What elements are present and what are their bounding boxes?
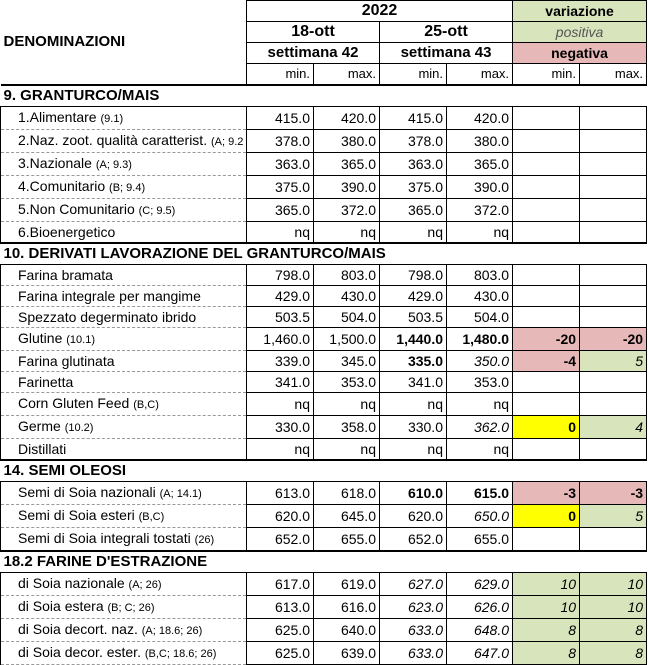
row-label: Semi di Soia integrali tostati (18, 530, 191, 546)
price-cell: 330.0 (380, 416, 447, 439)
price-cell: 798.0 (380, 265, 447, 286)
row-label: Farinetta (18, 374, 74, 390)
price-cell: 504.0 (314, 307, 380, 328)
variation-cell: 10 (513, 596, 580, 619)
table-row (1, 199, 647, 222)
row-reference: (9.1) (100, 113, 124, 125)
price-cell: nq (380, 439, 447, 461)
price-cell: 375.0 (380, 176, 447, 199)
row-label-cell (1, 528, 247, 552)
variation-cell: 8 (513, 619, 580, 642)
table-row (1, 107, 647, 130)
price-cell: 619.0 (314, 573, 380, 596)
row-label: Corn Gluten Feed (18, 395, 130, 411)
variation-cell (580, 176, 647, 199)
row-label: di Soia nazionale (18, 575, 125, 591)
table-row (1, 328, 647, 351)
price-cell: 633.0 (380, 642, 447, 665)
row-label-cell (1, 619, 247, 642)
col1-week: settimana 42 (247, 43, 380, 64)
section-title: 14. SEMI OLEOSI (1, 460, 647, 482)
price-cell: 330.0 (247, 416, 314, 439)
price-cell: nq (314, 439, 380, 461)
price-cell: 613.0 (247, 596, 314, 619)
variation-cell (513, 265, 580, 286)
row-reference: (A; 26) (128, 579, 162, 591)
col1-date: 18-ott (247, 22, 380, 43)
variation-cell (580, 439, 647, 461)
variation-cell (513, 222, 580, 244)
price-cell: 613.0 (247, 482, 314, 505)
max-header: max. (580, 64, 647, 86)
variation-cell (580, 199, 647, 222)
price-cell: 610.0 (380, 482, 447, 505)
row-label: 3.Nazionale (18, 155, 92, 171)
price-cell: 350.0 (447, 351, 513, 372)
row-reference: (B,C) (138, 511, 165, 523)
price-cell: 365.0 (314, 153, 380, 176)
variation-cell (513, 199, 580, 222)
max-header: max. (447, 64, 513, 86)
price-cell: 629.0 (447, 573, 513, 596)
row-reference: (26) (194, 534, 215, 546)
row-label-cell (1, 176, 247, 199)
row-label-cell (1, 328, 247, 351)
price-cell: 375.0 (247, 176, 314, 199)
price-cell: 620.0 (380, 505, 447, 528)
row-label: Spezzato degerminato ibrido (18, 309, 197, 325)
row-label-cell (1, 265, 247, 286)
table-row (1, 153, 647, 176)
row-label: di Soia estera (18, 598, 104, 614)
row-label-cell (1, 307, 247, 328)
price-cell: 345.0 (314, 351, 380, 372)
price-cell: 803.0 (314, 265, 380, 286)
row-label-cell (1, 130, 247, 153)
price-cell: 365.0 (447, 153, 513, 176)
row-reference: (A; 9.3) (95, 159, 132, 171)
row-label: 4.Comunitario (18, 178, 106, 194)
variation-cell (513, 176, 580, 199)
variation-cell (580, 130, 647, 153)
col2-date: 25-ott (380, 22, 513, 43)
variation-cell (513, 286, 580, 307)
table-row (1, 416, 647, 439)
price-cell: nq (247, 393, 314, 416)
variation-cell (580, 393, 647, 416)
price-cell: 647.0 (447, 642, 513, 665)
price-cell: 633.0 (380, 619, 447, 642)
row-label: Germe (18, 418, 61, 434)
row-reference: (C; 9.5) (138, 205, 176, 217)
table-row (1, 596, 647, 619)
variation-cell: 10 (580, 573, 647, 596)
price-cell: 380.0 (314, 130, 380, 153)
price-cell: 645.0 (314, 505, 380, 528)
table-row (1, 482, 647, 505)
row-reference: (A; 9.2 (210, 136, 244, 148)
variation-cell: -4 (513, 351, 580, 372)
table-row (1, 528, 647, 552)
row-reference: (A; 18.6; 26) (141, 625, 203, 637)
price-cell: 430.0 (447, 286, 513, 307)
row-label-cell (1, 505, 247, 528)
row-reference: (B,C) (133, 399, 159, 411)
variation-cell (580, 265, 647, 286)
table-row (1, 505, 647, 528)
price-cell: nq (314, 222, 380, 244)
row-label-cell (1, 642, 247, 665)
row-label-cell (1, 393, 247, 416)
price-cell: 339.0 (247, 351, 314, 372)
price-cell: nq (247, 222, 314, 244)
table-row (1, 351, 647, 372)
year-header: 2022 (247, 1, 513, 22)
price-cell: 639.0 (314, 642, 380, 665)
price-cell: 363.0 (247, 153, 314, 176)
price-cell: 372.0 (447, 199, 513, 222)
price-cell: 415.0 (247, 107, 314, 130)
price-cell: 625.0 (247, 642, 314, 665)
variation-cell: 8 (580, 642, 647, 665)
variation-cell: 8 (580, 619, 647, 642)
price-cell: nq (380, 393, 447, 416)
price-cell: 627.0 (380, 573, 447, 596)
price-cell: 372.0 (314, 199, 380, 222)
variation-cell: 10 (513, 573, 580, 596)
price-cell: 341.0 (247, 372, 314, 393)
row-label: di Soia decor. ester. (18, 644, 141, 660)
row-label: Semi di Soia nazionali (18, 484, 156, 500)
price-cell: 362.0 (447, 416, 513, 439)
row-label: 2.Naz. zoot. qualità caratterist. (18, 132, 208, 148)
row-label-cell (1, 107, 247, 130)
price-cell: 798.0 (247, 265, 314, 286)
price-cell: 420.0 (447, 107, 513, 130)
table-row (1, 222, 647, 244)
table-row (1, 130, 647, 153)
variation-cell (513, 372, 580, 393)
price-cell: 617.0 (247, 573, 314, 596)
variation-cell: -3 (580, 482, 647, 505)
table-row (1, 393, 647, 416)
price-cell: 803.0 (447, 265, 513, 286)
price-cell: 655.0 (447, 528, 513, 552)
price-cell: nq (447, 439, 513, 461)
row-label-cell (1, 573, 247, 596)
price-cell: 640.0 (314, 619, 380, 642)
price-cell: 353.0 (314, 372, 380, 393)
row-label: Glutine (18, 330, 63, 346)
price-cell: 390.0 (447, 176, 513, 199)
variation-cell: 4 (580, 416, 647, 439)
section-title: 9. GRANTURCO/MAIS (1, 85, 647, 107)
section-title: 18.2 FARINE D'ESTRAZIONE (1, 551, 647, 573)
row-label-cell (1, 222, 247, 244)
price-cell: 503.5 (247, 307, 314, 328)
variation-cell: 0 (513, 505, 580, 528)
table-row (1, 619, 647, 642)
table-row (1, 307, 647, 328)
price-cell: nq (247, 439, 314, 461)
row-label: 5.Non Comunitario (18, 201, 135, 217)
variation-cell: -20 (580, 328, 647, 351)
variation-cell: 10 (580, 596, 647, 619)
row-reference: (B; C; 26) (107, 602, 155, 614)
variation-cell (580, 307, 647, 328)
col2-week: settimana 43 (380, 43, 513, 64)
table-row (1, 439, 647, 461)
denominazioni-header: DENOMINAZIONI (1, 1, 247, 86)
row-label-cell (1, 596, 247, 619)
row-label-cell (1, 439, 247, 461)
row-label-cell (1, 482, 247, 505)
row-label: Farina integrale per mangime (18, 288, 201, 304)
table-body (1, 85, 647, 665)
price-cell: 429.0 (247, 286, 314, 307)
variation-cell (513, 528, 580, 552)
price-cell: 429.0 (380, 286, 447, 307)
price-cell: 378.0 (380, 130, 447, 153)
row-label: Farina bramata (18, 267, 113, 283)
price-cell: 625.0 (247, 619, 314, 642)
variation-cell (513, 107, 580, 130)
row-reference: (B,C; 18.6; 26) (144, 648, 217, 660)
price-cell: 365.0 (247, 199, 314, 222)
table-row (1, 176, 647, 199)
variation-cell: -20 (513, 328, 580, 351)
row-label-cell (1, 199, 247, 222)
price-cell: 363.0 (380, 153, 447, 176)
price-cell: 620.0 (247, 505, 314, 528)
table-row (1, 372, 647, 393)
price-cell: 353.0 (447, 372, 513, 393)
row-label: 6.Bioenergetico (18, 224, 116, 240)
negativa-label: negativa (513, 43, 647, 64)
price-cell: 655.0 (314, 528, 380, 552)
price-cell: 615.0 (447, 482, 513, 505)
price-cell: 430.0 (314, 286, 380, 307)
variation-cell (513, 307, 580, 328)
price-cell: 358.0 (314, 416, 380, 439)
table-row (1, 642, 647, 665)
table-row (1, 286, 647, 307)
min-header: min. (513, 64, 580, 86)
price-cell: 390.0 (314, 176, 380, 199)
price-cell: 378.0 (247, 130, 314, 153)
variation-cell (580, 286, 647, 307)
price-cell: 1,460.0 (247, 328, 314, 351)
row-label-cell (1, 372, 247, 393)
variation-cell (513, 393, 580, 416)
row-label: di Soia decort. naz. (18, 621, 138, 637)
table-row (1, 573, 647, 596)
row-label-cell (1, 286, 247, 307)
row-label: Farina glutinata (18, 353, 115, 369)
price-cell: nq (380, 222, 447, 244)
variation-cell (580, 372, 647, 393)
row-label: Distillati (18, 441, 67, 457)
row-reference: (10.2) (64, 422, 94, 434)
max-header: max. (314, 64, 380, 86)
row-reference: (10.1) (66, 334, 95, 346)
variation-cell: 8 (513, 642, 580, 665)
positiva-label: positiva (513, 22, 647, 43)
variation-cell (580, 153, 647, 176)
variation-cell (513, 439, 580, 461)
row-label: 1.Alimentare (18, 109, 97, 125)
price-cell: 626.0 (447, 596, 513, 619)
price-cell: nq (447, 222, 513, 244)
price-cell: nq (314, 393, 380, 416)
variation-cell: 0 (513, 416, 580, 439)
row-label-cell (1, 153, 247, 176)
price-cell: 650.0 (447, 505, 513, 528)
variation-cell (513, 153, 580, 176)
min-header: min. (380, 64, 447, 86)
variation-cell: 5 (580, 505, 647, 528)
price-cell: 420.0 (314, 107, 380, 130)
table-row (1, 265, 647, 286)
price-cell: 623.0 (380, 596, 447, 619)
variation-cell: 5 (580, 351, 647, 372)
price-cell: 335.0 (380, 351, 447, 372)
variation-cell (580, 107, 647, 130)
variation-cell: -3 (513, 482, 580, 505)
row-label: Semi di Soia esteri (18, 507, 135, 523)
price-cell: 616.0 (314, 596, 380, 619)
row-reference: (B; 9.4) (109, 182, 146, 194)
row-label-cell (1, 416, 247, 439)
price-cell: 648.0 (447, 619, 513, 642)
price-cell: 1,500.0 (314, 328, 380, 351)
row-reference: (A; 14.1) (159, 488, 202, 500)
price-cell: 652.0 (380, 528, 447, 552)
price-cell: 341.0 (380, 372, 447, 393)
price-cell: 1,440.0 (380, 328, 447, 351)
price-cell: 380.0 (447, 130, 513, 153)
section-title: 10. DERIVATI LAVORAZIONE DEL GRANTURCO/MAIS (1, 243, 647, 265)
row-label-cell (1, 351, 247, 372)
price-cell: nq (447, 393, 513, 416)
variation-cell (513, 130, 580, 153)
price-cell: 1,480.0 (447, 328, 513, 351)
price-cell: 365.0 (380, 199, 447, 222)
variazione-header: variazione (513, 1, 647, 22)
price-cell: 415.0 (380, 107, 447, 130)
price-cell: 652.0 (247, 528, 314, 552)
price-cell: 503.5 (380, 307, 447, 328)
variation-cell (580, 528, 647, 552)
price-cell: 504.0 (447, 307, 513, 328)
price-cell: 618.0 (314, 482, 380, 505)
variation-cell (580, 222, 647, 244)
min-header: min. (247, 64, 314, 86)
